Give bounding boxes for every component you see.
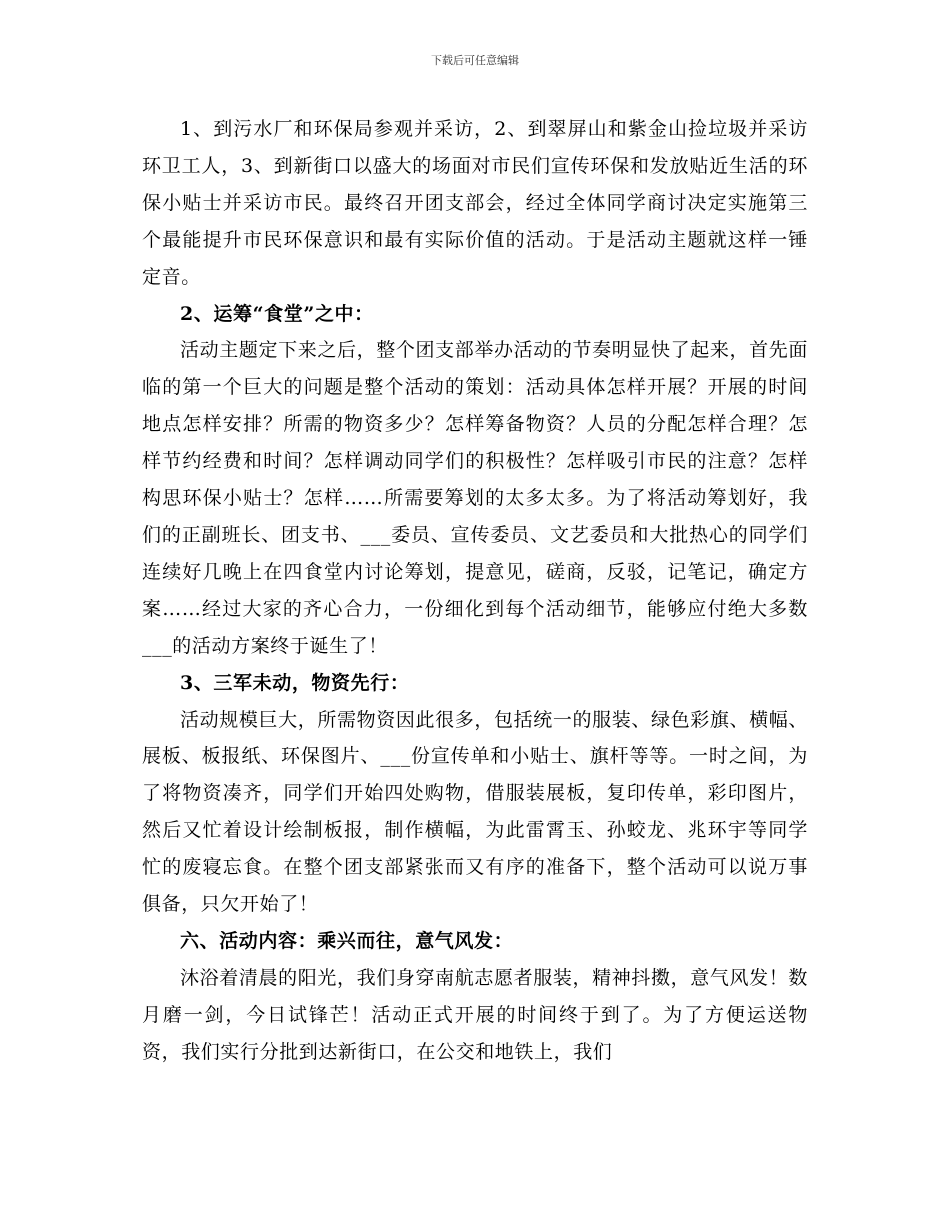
paragraph-activity-content: 沐浴着清晨的阳光，我们身穿南航志愿者服装，精神抖擞，意气风发！数月磨一剑，今日试锋芒！活动正式开展的时间终于到了。为了方便运送物资，我们实行分批到达新街口，在公交和地铁上，我们 (142, 966, 808, 1063)
section-heading-planning: 2、运筹“食堂”之中： (180, 302, 374, 325)
section-heading-materials: 3、三军未动，物资先行： (180, 671, 410, 694)
paragraph-planning: 活动主题定下来之后，整个团支部举办活动的节奏明显快了起来，首先面临的第一个巨大的问题是整个活动的策划：活动具体怎样开展？开展的时间地点怎样安排？所需的物资多少？怎样筹备物资？人员的分配怎样合理？怎样节约经费和时间？怎样调动同学们的积极性？怎样吸引市民的注意？怎样构思环保小贴士？怎样……所需要筹划的太多太多。为了将活动筹划好，我们的正副班长、团支书、___委员、宣传委员、文艺委员和大批热心的同学们连续好几晚上在四食堂内讨论筹划，提意见，磋商，反驳，记笔记，确定方案……经过大家的齐心合力，一份细化到每个活动细节，能够应付绝大多数___的活动方案终于诞生了！ (142, 339, 808, 657)
section-heading-activity-content: 六、活动内容：乘兴而往，意气风发： (180, 929, 514, 952)
paragraph-activity-options: 1、到污水厂和环保局参观并采访，2、到翠屏山和紫金山捡垃圾并采访环卫工人，3、到新街口以盛大的场面对市民们宣传环保和发放贴近生活的环保小贴士并采访市民。最终召开团支部会，经过全体同学商讨决定实施第三个最能提升市民环保意识和最有实际价值的活动。于是活动主题就这样一锤定音。 (142, 118, 808, 288)
document-body (142, 111, 808, 1071)
page-header: 下载后可任意编辑 (431, 54, 519, 67)
paragraph-materials: 活动规模巨大，所需物资因此很多，包括统一的服装、绿色彩旗、横幅、展板、板报纸、环保图片、___份宣传单和小贴士、旗杆等等。一时之间，为了将物资凑齐，同学们开始四处购物，借服装展板，复印传单，彩印图片，然后又忙着设计绘制板报，制作横幅，为此雷霄玉、孙蛟龙、兆环宇等同学忙的废寝忘食。在整个团支部紧张而又有序的准备下，整个活动可以说万事俱备，只欠开始了！ (142, 708, 808, 916)
